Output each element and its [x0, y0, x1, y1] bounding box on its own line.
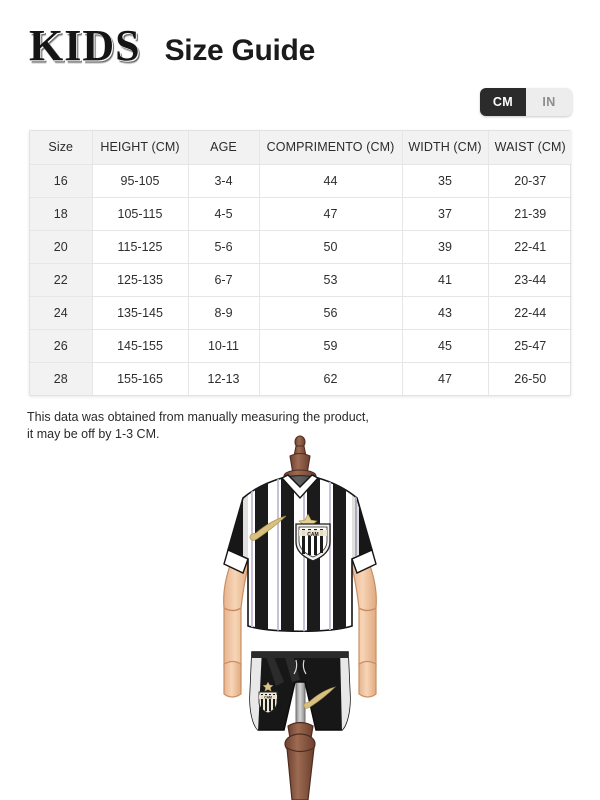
table-row — [30, 329, 572, 362]
cell-width: 39 — [402, 230, 488, 263]
cell-height: 155-165 — [92, 362, 188, 395]
svg-text:CAM: CAM — [264, 695, 272, 700]
column-header-width: WIDTH (CM) — [402, 131, 488, 164]
table-row — [30, 362, 572, 395]
unit-toggle-cm[interactable]: CM — [480, 88, 526, 116]
brand-logo-kids: KIDS — [29, 21, 141, 70]
cell-comprimento: 59 — [259, 329, 402, 362]
cell-waist: 20-37 — [488, 164, 572, 197]
column-header-height: HEIGHT (CM) — [92, 131, 188, 164]
cell-height: 105-115 — [92, 197, 188, 230]
kit-illustration-svg — [0, 430, 600, 800]
disclaimer-line-1: This data was obtained from manually measuring the product, — [27, 410, 369, 424]
table-header-row — [30, 131, 572, 164]
size-table-body — [30, 164, 572, 395]
cell-age: 12-13 — [188, 362, 259, 395]
cell-width: 37 — [402, 197, 488, 230]
table-row — [30, 164, 572, 197]
cell-age: 5-6 — [188, 230, 259, 263]
cell-height: 125-135 — [92, 263, 188, 296]
jersey — [224, 474, 376, 639]
cell-width: 47 — [402, 362, 488, 395]
cell-height: 95-105 — [92, 164, 188, 197]
cell-size: 28 — [30, 362, 92, 395]
cell-comprimento: 47 — [259, 197, 402, 230]
cell-width: 35 — [402, 164, 488, 197]
product-illustration — [0, 430, 600, 800]
cell-waist: 22-44 — [488, 296, 572, 329]
cell-size: 24 — [30, 296, 92, 329]
table-row — [30, 296, 572, 329]
cell-comprimento: 53 — [259, 263, 402, 296]
unit-toggle[interactable] — [480, 88, 572, 116]
cell-waist: 23-44 — [488, 263, 572, 296]
cell-size: 20 — [30, 230, 92, 263]
table-row — [30, 197, 572, 230]
cell-age: 10-11 — [188, 329, 259, 362]
column-header-age: AGE — [188, 131, 259, 164]
cell-size: 16 — [30, 164, 92, 197]
cell-width: 45 — [402, 329, 488, 362]
page-header — [29, 21, 315, 70]
cell-size: 18 — [30, 197, 92, 230]
cell-comprimento: 62 — [259, 362, 402, 395]
column-header-waist: WAIST (CM) — [488, 131, 572, 164]
cell-comprimento: 56 — [259, 296, 402, 329]
cell-height: 135-145 — [92, 296, 188, 329]
cell-comprimento: 50 — [259, 230, 402, 263]
cell-age: 3-4 — [188, 164, 259, 197]
cell-age: 6-7 — [188, 263, 259, 296]
cell-width: 43 — [402, 296, 488, 329]
cell-size: 22 — [30, 263, 92, 296]
size-table — [30, 131, 572, 395]
cell-waist: 25-47 — [488, 329, 572, 362]
cell-waist: 21-39 — [488, 197, 572, 230]
table-row — [30, 263, 572, 296]
column-header-comprimento: COMPRIMENTO (CM) — [259, 131, 402, 164]
size-table-head — [30, 131, 572, 164]
cell-width: 41 — [402, 263, 488, 296]
table-row — [30, 230, 572, 263]
page-title: Size Guide — [164, 34, 315, 67]
cell-height: 145-155 — [92, 329, 188, 362]
unit-toggle-in[interactable]: IN — [526, 88, 572, 116]
disclaimer-line-2: it may be off by 1-3 CM. — [27, 427, 160, 441]
size-table-container — [29, 130, 571, 396]
cell-height: 115-125 — [92, 230, 188, 263]
cell-comprimento: 44 — [259, 164, 402, 197]
column-header-size: Size — [30, 131, 92, 164]
cell-waist: 26-50 — [514, 371, 547, 386]
cell-size: 26 — [30, 329, 92, 362]
svg-text:CAM: CAM — [307, 532, 319, 538]
cell-waist: 22-41 — [488, 230, 572, 263]
cell-age: 4-5 — [188, 197, 259, 230]
cell-age: 8-9 — [188, 296, 259, 329]
